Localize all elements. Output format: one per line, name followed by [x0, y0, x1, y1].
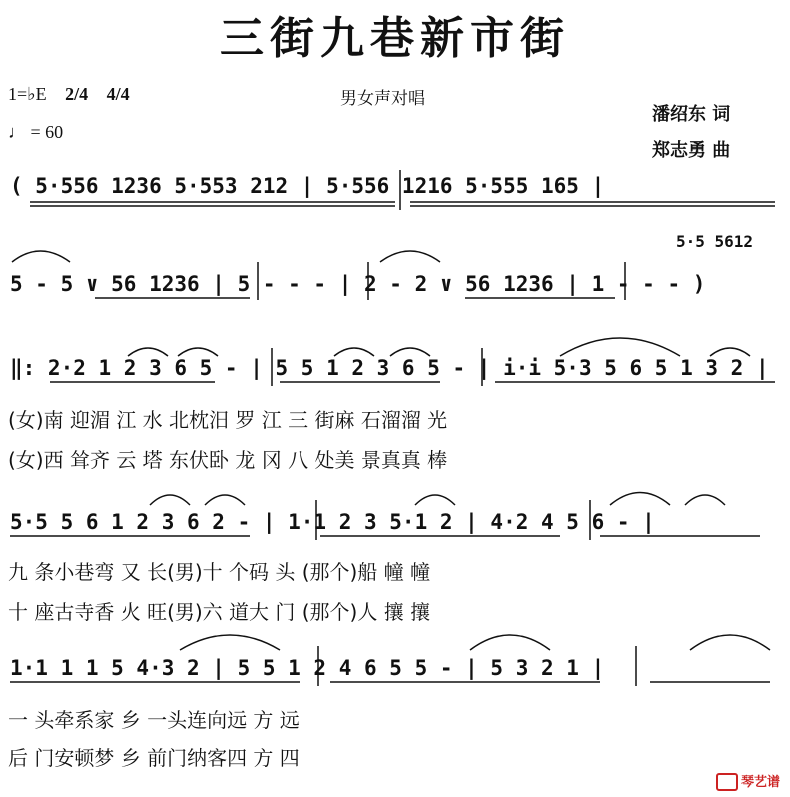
- watermark-text: 琴艺谱: [740, 774, 780, 790]
- composer-credit: 郑志勇 曲: [652, 140, 731, 161]
- meter-a: 2/4: [65, 84, 89, 104]
- lyricist-credit: 潘绍东 词: [652, 104, 731, 125]
- watermark-logo: [716, 771, 780, 792]
- page-title: 三街九巷新市街: [220, 13, 570, 64]
- tempo-marking: ♩ = 60: [8, 122, 64, 142]
- lyric-verse2-line2: 十 座古寺香 火 旺(男)六 道大 门 (那个)人 攘 攘: [8, 600, 431, 624]
- watermark-icon: [716, 773, 738, 791]
- notation-row-2: 5 - 5 ∨ 56 1236 | 5 - - - | 2 - 2 ∨ 56 1236 | 1 - - - ): [10, 272, 706, 296]
- meter-b: 4/4: [106, 84, 130, 104]
- key-signature: [8, 84, 130, 105]
- notation-cue: 5·5 5612: [676, 232, 754, 251]
- notation-row-1: ( 5·556 1236 5·553 212 | 5·556 1216 5·555 165 |: [10, 174, 605, 198]
- performance-note: 男女声对唱: [340, 89, 425, 109]
- notation-row-5: 1·1 1 1 5 4·3 2 | 5 5 1 2 4 6 5 5 - | 5 3 2 1 |: [10, 656, 605, 680]
- lyric-verse1-line2: 九 条小巷弯 又 长(男)十 个码 头 (那个)船 幢 幢: [8, 560, 431, 584]
- key-label: 1=♭E: [8, 84, 47, 104]
- notation-row-4: 5·5 5 6 1 2 3 6 2 - | 1·1 2 3 5·1 2 | 4·2 4 5 6 - |: [10, 510, 655, 534]
- lyric-verse1-line1: (女)南 迎湄 江 水 北枕汨 罗 江 三 街麻 石溜溜 光: [8, 408, 448, 432]
- lyric-verse2-line3: 后 门安顿梦 乡 前门纳客四 方 四: [8, 746, 300, 770]
- notation-row-3: ‖: 2·2 1 2 3 6 5 - | 5 5 1 2 3 6 5 - | i·i 5·3 5 6 5 1 3 2 |: [10, 356, 769, 380]
- lyric-verse2-line1: (女)西 耸齐 云 塔 东伏卧 龙 冈 八 处美 景真真 棒: [8, 448, 448, 472]
- lyric-verse1-line3: 一 头牵系家 乡 一头连向远 方 远: [8, 708, 300, 732]
